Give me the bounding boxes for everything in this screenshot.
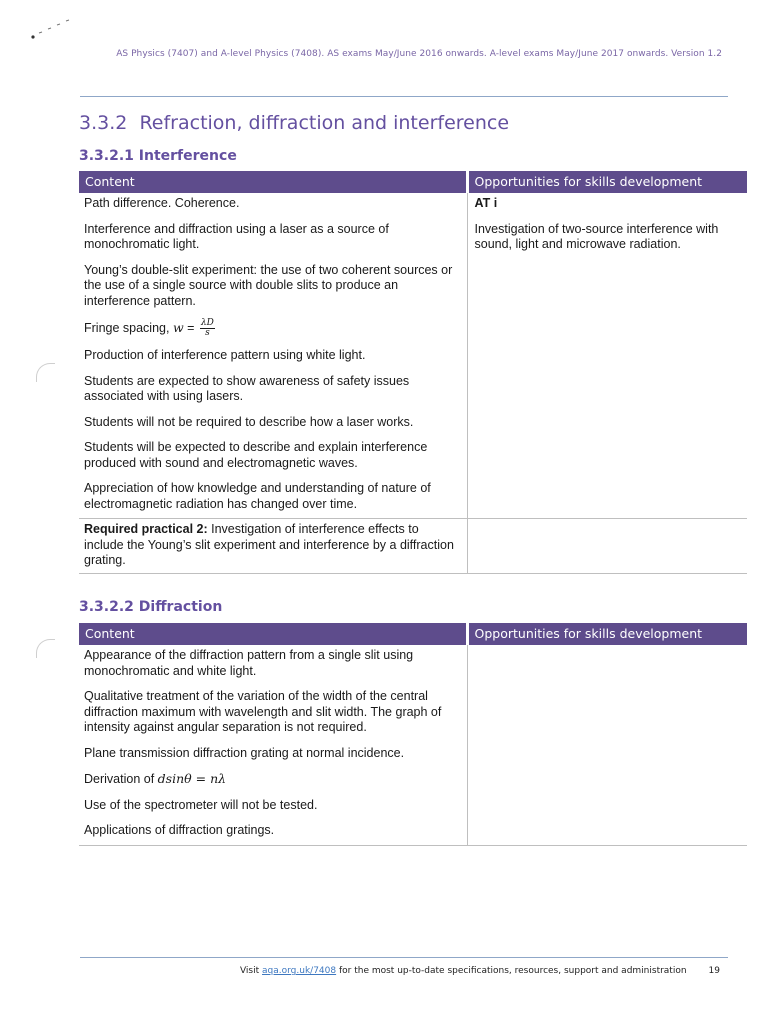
fringe-spacing-symbol: w bbox=[172, 319, 184, 335]
content-item: Appreciation of how knowledge and understanding of nature of electromagnetic radiation has changed over time. bbox=[84, 481, 431, 511]
skills-text: Investigation of two-source interference with sound, light and microwave radiation. bbox=[474, 221, 719, 251]
content-item: Use of the spectrometer will not be tested. bbox=[84, 797, 318, 812]
empty-skills-cell bbox=[467, 645, 747, 845]
footer-text: for the most up-to-date specifications, resources, support and administration bbox=[336, 966, 687, 976]
fringe-spacing-item bbox=[79, 319, 457, 338]
content-item: Path difference. Coherence. bbox=[84, 196, 240, 210]
diffraction-table bbox=[79, 623, 747, 846]
content-item: Plane transmission diffraction grating at normal incidence. bbox=[84, 745, 405, 760]
footer-visit: Visit bbox=[239, 966, 263, 976]
content-item: Students are expected to show awareness of safety issues associated with using lasers. bbox=[84, 373, 410, 403]
interference-table bbox=[79, 171, 747, 574]
column-header-content: Content bbox=[79, 623, 467, 645]
content-item: Appearance of the diffraction pattern from a single slit using monochromatic and white light. bbox=[84, 648, 414, 678]
content-item: Students will be expected to describe and explain interference produced with sound and electromagnetic waves. bbox=[84, 440, 428, 470]
content-cell bbox=[79, 193, 467, 519]
content-item: Applications of diffraction gratings. bbox=[84, 823, 275, 837]
scan-artifact-mark bbox=[30, 16, 78, 42]
footer bbox=[240, 966, 720, 976]
fraction-numerator: λD bbox=[200, 318, 214, 328]
fraction-denominator: s bbox=[205, 328, 210, 338]
required-practical-label: Required practical 2: bbox=[84, 522, 208, 536]
grating-equation: dsinθ = nλ bbox=[157, 771, 227, 786]
header-rule bbox=[80, 96, 728, 97]
content-item: Production of interference pattern using white light. bbox=[84, 348, 366, 362]
running-head: AS Physics (7407) and A-level Physics (7408). AS exams May/June 2016 onwards. A-level exams May/June 2017 onwards. Version 1.2 bbox=[116, 49, 722, 59]
section-title-text: Refraction, diffraction and interference bbox=[139, 112, 510, 134]
skills-cell bbox=[467, 193, 747, 519]
empty-skills-cell bbox=[467, 519, 747, 574]
section-number: 3.3.2 bbox=[79, 112, 128, 134]
required-practical bbox=[79, 522, 457, 569]
equals-sign: = bbox=[187, 320, 195, 335]
punch-hole-mark bbox=[36, 639, 55, 658]
column-header-skills: Opportunities for skills development bbox=[467, 623, 747, 645]
content-item: Interference and diffraction using a laser as a source of monochromatic light. bbox=[84, 221, 389, 251]
punch-hole-mark bbox=[36, 363, 55, 382]
diffraction-heading: 3.3.2.2 Diffraction bbox=[79, 599, 223, 615]
content-cell bbox=[79, 645, 467, 845]
skills-label: AT i bbox=[474, 196, 498, 210]
fringe-spacing-label: Fringe spacing, bbox=[84, 320, 170, 335]
required-practical-text: Investigation of interference effects to include the Young’s slit experiment and interference by a diffraction grating. bbox=[84, 522, 454, 567]
content-item: Qualitative treatment of the variation of the width of the central diffraction maximum with wavelength and slit width. The graph of intensity against angular separation is not required. bbox=[84, 689, 442, 734]
interference-heading: 3.3.2.1 Interference bbox=[79, 148, 237, 164]
section-title bbox=[79, 112, 509, 134]
column-header-content: Content bbox=[79, 171, 467, 193]
footer-rule bbox=[80, 957, 728, 958]
derivation-item bbox=[79, 771, 457, 788]
page-number: 19 bbox=[708, 966, 720, 976]
required-practical-cell bbox=[79, 519, 467, 574]
fringe-spacing-fraction bbox=[200, 319, 215, 338]
derivation-label: Derivation of bbox=[84, 772, 155, 786]
column-header-skills: Opportunities for skills development bbox=[467, 171, 747, 193]
content-item: Young’s double-slit experiment: the use of two coherent sources or the use of a single source with double slits to produce an interference pattern. bbox=[84, 262, 453, 308]
content-item: Students will not be required to describe how a laser works. bbox=[84, 414, 414, 429]
footer-link[interactable]: aqa.org.uk/7408 bbox=[262, 966, 337, 976]
